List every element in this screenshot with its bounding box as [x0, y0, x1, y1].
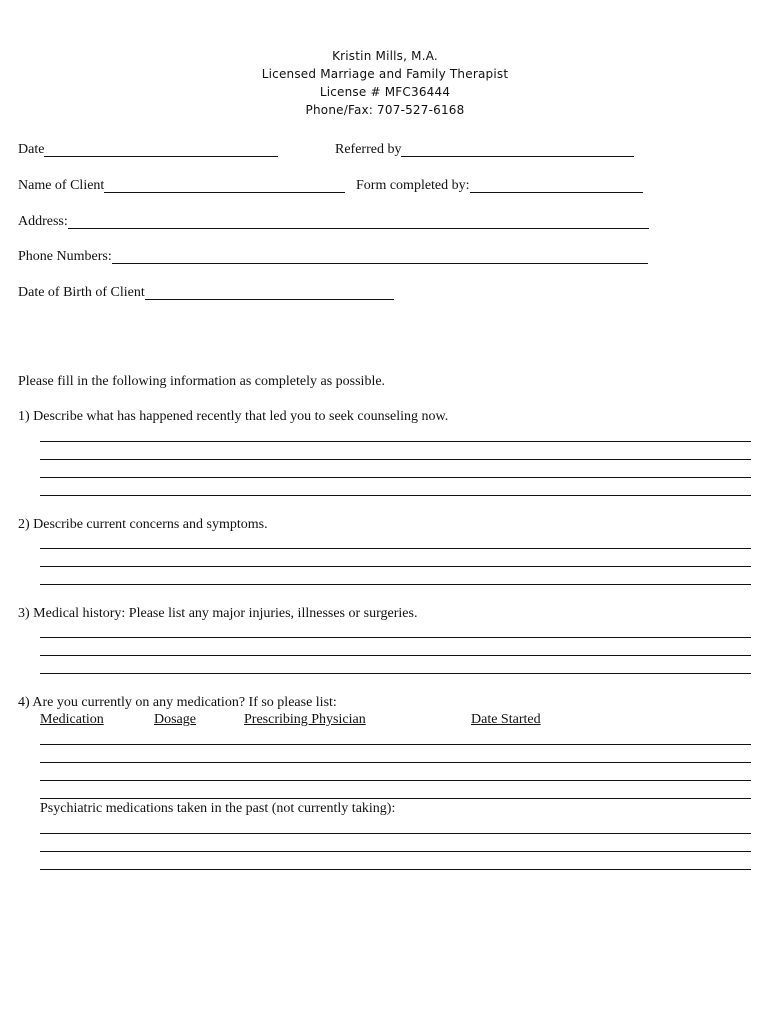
column-dosage: Dosage	[154, 712, 196, 727]
referred-by-label: Referred by	[335, 142, 402, 157]
question-3: 3) Medical history: Please list any major injuries, illnesses or surgeries.	[18, 606, 418, 621]
form-completed-by-input-line[interactable]	[470, 178, 643, 193]
answer-line[interactable]	[40, 655, 751, 656]
answer-line[interactable]	[40, 441, 751, 442]
question-1: 1) Describe what has happened recently that led you to seek counseling now.	[18, 409, 449, 424]
license-number: License # MFC36444	[319, 85, 451, 99]
answer-line[interactable]	[40, 744, 751, 745]
answer-line[interactable]	[40, 869, 751, 870]
column-medication: Medication	[40, 712, 104, 727]
client-name-input-line[interactable]	[104, 178, 345, 193]
answer-line[interactable]	[40, 495, 751, 496]
address-input-line[interactable]	[68, 214, 649, 229]
column-prescribing-physician: Prescribing Physician	[244, 712, 366, 727]
dob-label: Date of Birth of Client	[18, 285, 145, 300]
instructions: Please fill in the following information as completely as possible.	[18, 374, 386, 389]
phone-fax: Phone/Fax: 707-527-6168	[305, 103, 465, 117]
therapist-title: Licensed Marriage and Family Therapist	[261, 67, 509, 81]
answer-line[interactable]	[40, 673, 751, 674]
address-label: Address:	[18, 214, 68, 229]
form-completed-by-label: Form completed by:	[356, 178, 470, 193]
date-field	[18, 141, 278, 159]
letterhead	[0, 47, 770, 119]
answer-line[interactable]	[40, 637, 751, 638]
referred-by-field	[335, 141, 634, 159]
phone-numbers-label: Phone Numbers:	[18, 249, 112, 264]
question-2: 2) Describe current concerns and symptoms.	[18, 517, 268, 532]
date-input-line[interactable]	[44, 142, 278, 157]
answer-line[interactable]	[40, 584, 751, 585]
address-field	[18, 213, 649, 231]
form-completed-by-field	[356, 177, 643, 195]
dob-input-line[interactable]	[145, 285, 394, 300]
past-medications-label: Psychiatric medications taken in the past (not currently taking):	[40, 801, 396, 816]
answer-line[interactable]	[40, 833, 751, 834]
dob-field	[18, 284, 394, 302]
answer-line[interactable]	[40, 548, 751, 549]
phone-numbers-field	[18, 248, 648, 266]
phone-numbers-input-line[interactable]	[112, 249, 648, 264]
client-name-label: Name of Client	[18, 178, 105, 193]
date-label: Date	[18, 142, 45, 157]
therapist-name: Kristin Mills, M.A.	[332, 49, 438, 63]
answer-line[interactable]	[40, 459, 751, 460]
question-4: 4) Are you currently on any medication? If so please list:	[18, 695, 337, 710]
answer-line[interactable]	[40, 798, 751, 799]
answer-line[interactable]	[40, 780, 751, 781]
answer-line[interactable]	[40, 566, 751, 567]
client-name-field	[18, 177, 345, 195]
column-date-started: Date Started	[471, 712, 541, 727]
answer-line[interactable]	[40, 762, 751, 763]
answer-line[interactable]	[40, 477, 751, 478]
answer-line[interactable]	[40, 851, 751, 852]
referred-by-input-line[interactable]	[401, 142, 634, 157]
